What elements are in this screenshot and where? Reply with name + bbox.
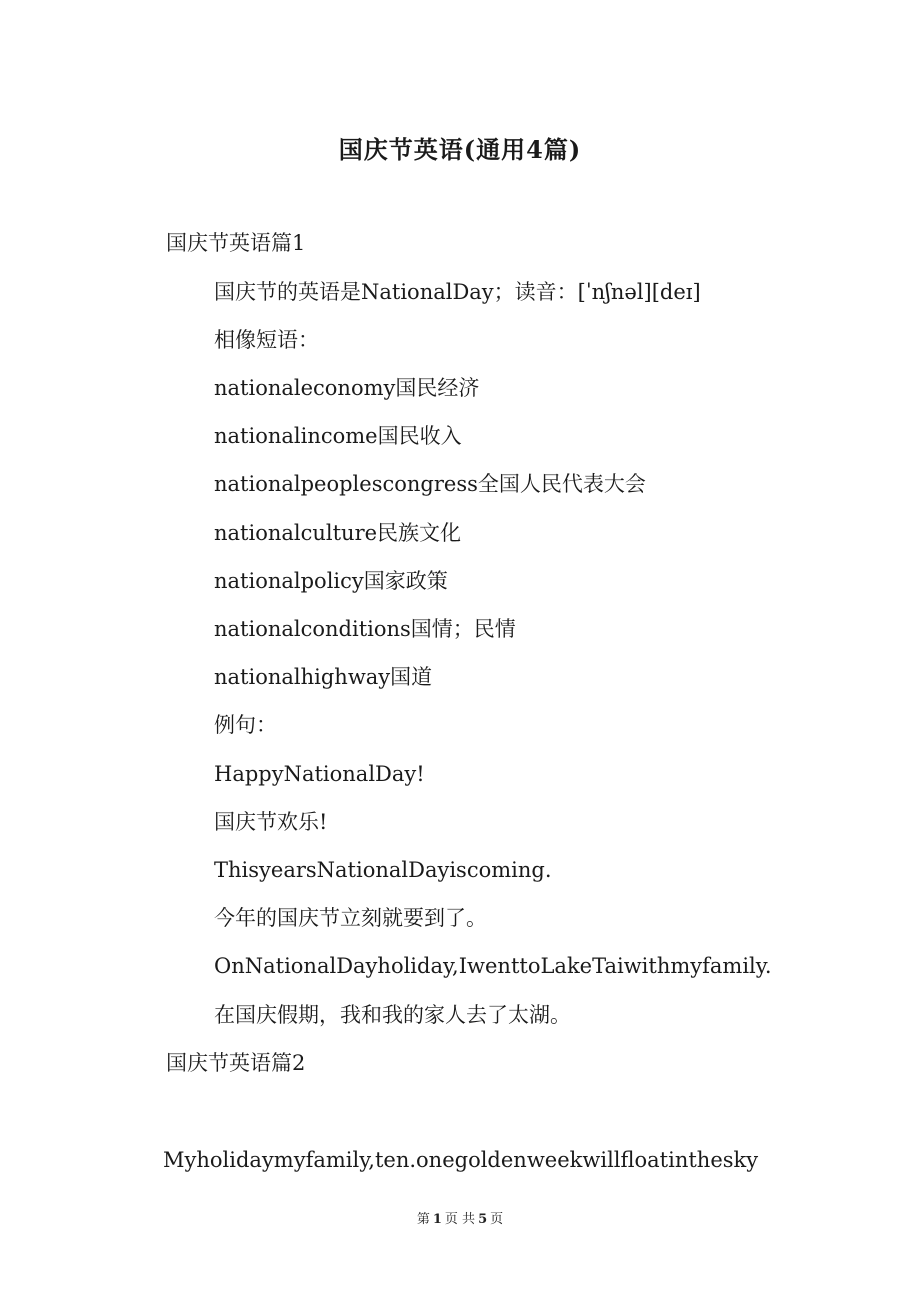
- example-line: HappyNationalDay!: [214, 762, 425, 786]
- example-line: OnNationalDayholiday,IwenttoLakeTaiwithmyfamily.: [214, 954, 772, 978]
- example-line: 今年的国庆节立刻就要到了。: [214, 906, 487, 930]
- paragraph-line: 相像短语：: [214, 328, 319, 352]
- example-line: 国庆节欢乐!: [214, 810, 328, 834]
- page-footer: [0, 1208, 920, 1227]
- footer-page-number: 1: [432, 1212, 442, 1227]
- paragraph-line: Myholidaymyfamily,ten.onegoldenweekwillfloatinthesky: [163, 1148, 759, 1172]
- phrase-line: nationalpeoplescongress全国人民代表大会: [214, 472, 646, 496]
- footer-mid: 页 共: [444, 1212, 476, 1227]
- paragraph-line: 例句：: [214, 713, 277, 737]
- section-heading-1: 国庆节英语篇1: [166, 231, 306, 255]
- example-line: 在国庆假期，我和我的家人去了太湖。: [214, 1003, 571, 1027]
- phrase-line: nationalhighway国道: [214, 665, 433, 689]
- footer-total-pages: 5: [478, 1212, 488, 1227]
- example-line: ThisyearsNationalDayiscoming.: [214, 858, 552, 882]
- phrase-line: nationalpolicy国家政策: [214, 569, 448, 593]
- phrase-line: nationaleconomy国民经济: [214, 376, 480, 400]
- footer-prefix: 第: [416, 1212, 430, 1227]
- phrase-line: nationalconditions国情；民情: [214, 617, 516, 641]
- footer-suffix: 页: [490, 1212, 504, 1227]
- phrase-line: nationalculture民族文化: [214, 521, 462, 545]
- paragraph-line: 国庆节的英语是NationalDay；读音：[ˈnʃnəl][deɪ]: [214, 280, 701, 304]
- document-title: 国庆节英语(通用4篇): [338, 135, 582, 164]
- phrase-line: nationalincome国民收入: [214, 424, 462, 448]
- section-heading-2: 国庆节英语篇2: [166, 1051, 306, 1075]
